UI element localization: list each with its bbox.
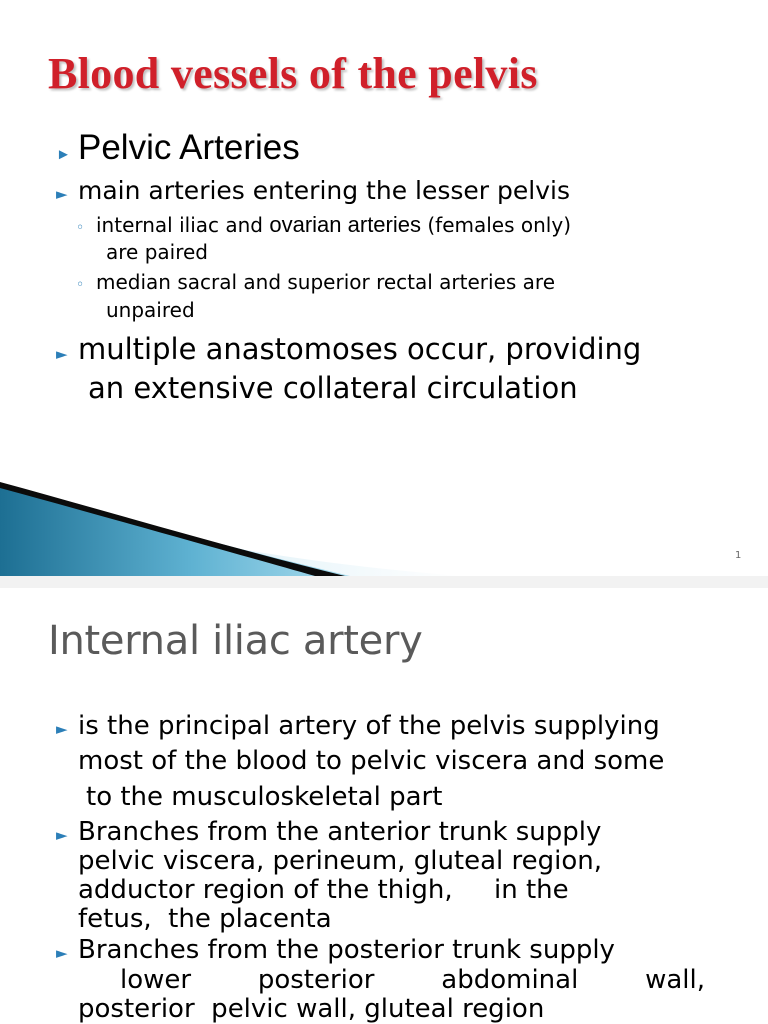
bullet-anastomoses: ► multiple anastomoses occur, providing (56, 332, 642, 366)
bullet-triangle-icon: ► (56, 826, 68, 844)
bullet-continuation: fetus, the placenta (78, 904, 332, 934)
bullet-triangle-icon: ► (56, 944, 68, 962)
bullet-principal-artery: ► is the principal artery of the pelvis supplying (56, 711, 660, 741)
sub-bullet-text: internal iliac and (96, 213, 270, 237)
sub-bullet-continuation: unpaired (106, 298, 195, 322)
bullet-main-arteries: ► main arteries entering the lesser pelvis (56, 176, 570, 205)
bullet-continuation: pelvic viscera, perineum, gluteal region, (78, 846, 603, 876)
bullet-triangle-icon: ► (56, 146, 71, 163)
heading-pelvic-arteries: ► Pelvic Arteries (56, 128, 300, 167)
bullet-triangle-icon: ► (56, 345, 68, 363)
bullet-continuation: posterior pelvic wall, gluteal region (78, 994, 545, 1024)
bullet-continuation-justified (78, 965, 705, 995)
sub-bullet-paired (76, 212, 571, 238)
slide-number: 1 (735, 550, 742, 561)
slide-2-title: Internal iliac artery (48, 618, 423, 664)
ovarian-arteries-text: ovarian arteries (269, 212, 421, 237)
justified-word: abdominal (441, 965, 579, 995)
sub-bullet-circle-icon: ◦ (76, 220, 85, 236)
justified-word: wall, (645, 965, 705, 995)
bullet-continuation: adductor region of the thigh, in the (78, 875, 569, 905)
slide-1-title: Blood vessels of the pelvis (48, 49, 538, 98)
sub-bullet-circle-icon: ◦ (76, 277, 85, 293)
bullet-continuation: to the musculoskeletal part (86, 782, 443, 812)
sub-bullet-text: (females only) (421, 213, 571, 237)
justified-word: posterior (257, 965, 375, 995)
bullet-triangle-icon: ► (56, 185, 68, 203)
justified-word: lower (120, 965, 192, 995)
bullet-posterior-trunk: ► Branches from the posterior trunk supply (56, 935, 615, 965)
bullet-continuation: most of the blood to pelvic viscera and some (78, 746, 665, 776)
sub-bullet-unpaired: ◦ median sacral and superior rectal arteries are (76, 270, 555, 294)
bullet-triangle-icon: ► (56, 720, 68, 738)
bullet-continuation: an extensive collateral circulation (88, 371, 578, 405)
sub-bullet-continuation: are paired (106, 240, 208, 264)
bullet-anterior-trunk: ► Branches from the anterior trunk supply (56, 817, 602, 847)
